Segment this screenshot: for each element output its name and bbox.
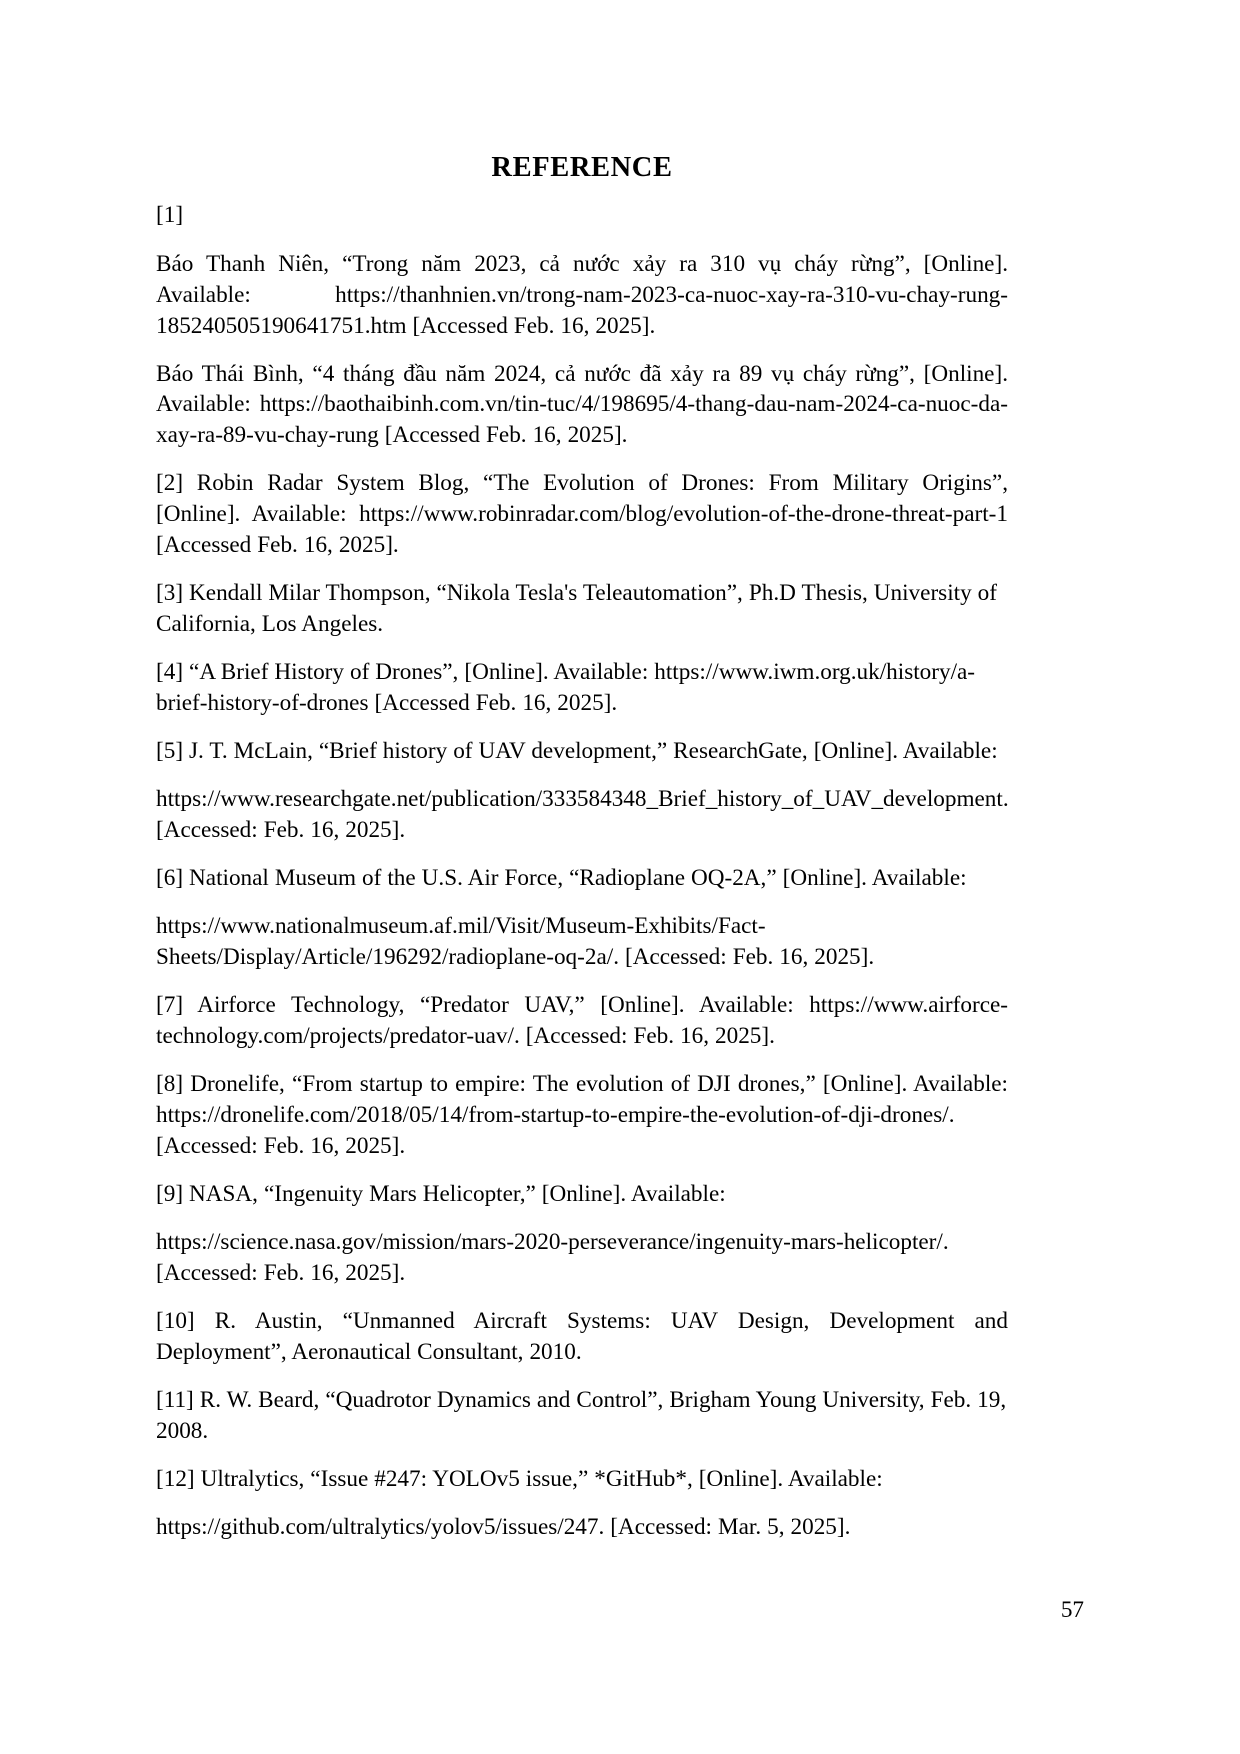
reference-marker-1: [1]: [156, 201, 184, 228]
page-content: [156, 150, 1008, 1543]
reference-entry-4: [4] “A Brief History of Drones”, [Online]. Available: https://www.iwm.org.uk/history/a-brief-history-of-drones [Accessed Feb. 16, 2025].: [156, 659, 976, 717]
page-number: 57: [1060, 1596, 1084, 1623]
reference-entry-6-intro: [6] National Museum of the U.S. Air Force, “Radioplane OQ-2A,” [Online]. Available:: [156, 865, 967, 892]
reference-entry-2: [2] Robin Radar System Blog, “The Evolution of Drones: From Military Origins”, [Online]. Available: https://www.robinradar.com/blog/evolution-of-the-drone-threat-part-1 [Accessed Feb. 16, 2025].: [156, 470, 1008, 559]
reference-entry-8: [8] Dronelife, “From startup to empire: The evolution of DJI drones,” [Online]. Available: https://dronelife.com/2018/05/14/from-startup-to-empire-the-evolution-of-dji-drones/. [Accessed: Feb. 16, 2025].: [156, 1070, 1008, 1159]
reference-list: [156, 200, 1008, 1543]
page-title: REFERENCE: [491, 152, 673, 183]
reference-entry-12-intro: [12] Ultralytics, “Issue #247: YOLOv5 issue,” *GitHub*, [Online]. Available:: [156, 1465, 883, 1492]
reference-entry-10: [10] R. Austin, “Unmanned Aircraft Systems: UAV Design, Development and Deployment”, Aeronautical Consultant, 2010.: [156, 1307, 1008, 1365]
reference-entry-9-intro: [9] NASA, “Ingenuity Mars Helicopter,” [Online]. Available:: [156, 1180, 726, 1207]
reference-entry-6-url: https://www.nationalmuseum.af.mil/Visit/Museum-Exhibits/Fact-Sheets/Display/Article/196292/radioplane-oq-2a/. [Accessed: Feb. 16, 2025].: [156, 913, 875, 971]
reference-entry-1b: Báo Thái Bình, “4 tháng đầu năm 2024, cả nước đã xảy ra 89 vụ cháy rừng”, [Online]. Available: https://baothaibinh.com.vn/tin-tuc/4/198695/4-thang-dau-nam-2024-ca-nuoc-da-xay-ra-89-vu-chay-rung [Accessed Feb. 16, 2025].: [156, 360, 1008, 449]
reference-entry-3: [3] Kendall Milar Thompson, “Nikola Tesla's Teleautomation”, Ph.D Thesis, University of California, Los Angeles.: [156, 580, 997, 638]
reference-entry-5-url: https://www.researchgate.net/publication/333584348_Brief_history_of_UAV_development. [Accessed: Feb. 16, 2025].: [156, 786, 1009, 844]
reference-entry-11: [11] R. W. Beard, “Quadrotor Dynamics and Control”, Brigham Young University, Feb. 19, 2008.: [156, 1386, 1007, 1444]
reference-entry-9-url: https://science.nasa.gov/mission/mars-2020-perseverance/ingenuity-mars-helicopter/. [Accessed: Feb. 16, 2025].: [156, 1228, 949, 1286]
reference-entry-12-url: https://github.com/ultralytics/yolov5/issues/247. [Accessed: Mar. 5, 2025].: [156, 1513, 851, 1540]
reference-entry-1a: Báo Thanh Niên, “Trong năm 2023, cả nước xảy ra 310 vụ cháy rừng”, [Online]. Available: https://thanhnien.vn/trong-nam-2023-ca-nuoc-xay-ra-310-vu-chay-rung-185240505190641751.htm [Accessed Feb. 16, 2025].: [156, 250, 1008, 339]
reference-entry-5-intro: [5] J. T. McLain, “Brief history of UAV development,” ResearchGate, [Online]. Available:: [156, 738, 998, 765]
reference-entry-7: [7] Airforce Technology, “Predator UAV,” [Online]. Available: https://www.airforce-technology.com/projects/predator-uav/. [Accessed: Feb. 16, 2025].: [156, 992, 1008, 1049]
